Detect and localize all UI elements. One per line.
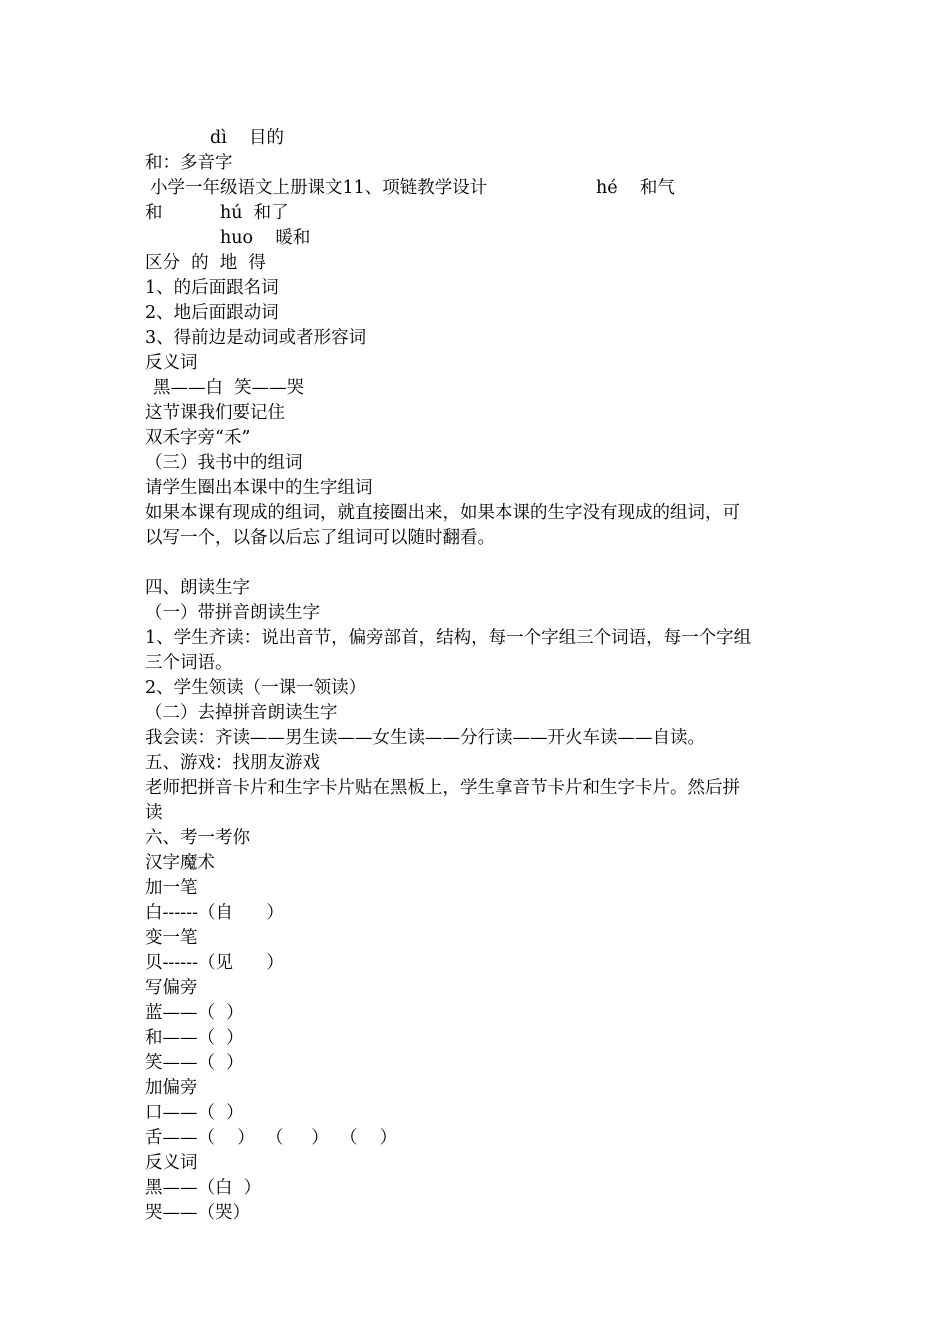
section-six-heading: 六、考一考你 bbox=[145, 828, 250, 848]
radical-exercise-2: 和——（ ） bbox=[145, 1028, 244, 1048]
he-character: 和 bbox=[145, 203, 163, 223]
antonym-exercise-1: 黑——（白 ） bbox=[145, 1178, 262, 1198]
rule-1: 1、的后面跟名词 bbox=[145, 278, 279, 298]
pinyin-hu-line: hú 和了 bbox=[220, 203, 289, 223]
polyphone-heading: 和：多音字 bbox=[145, 153, 233, 173]
pinyin-di-line: dì 目的 bbox=[210, 128, 285, 148]
remember-line: 这节课我们要记住 bbox=[145, 403, 285, 423]
add-radical-heading: 加偏旁 bbox=[145, 1078, 198, 1098]
change-stroke-heading: 变一笔 bbox=[145, 928, 198, 948]
rule-2: 2、地后面跟动词 bbox=[145, 303, 279, 323]
paragraph-line-2: 以写一个，以备以后忘了组词可以随时翻看。 bbox=[145, 528, 495, 548]
paragraph-line-1: 如果本课有现成的组词，就直接圈出来，如果本课的生字没有现成的组词，可 bbox=[145, 503, 740, 523]
game-line-1: 老师把拼音卡片和生字卡片贴在黑板上，学生拿音节卡片和生字卡片。然后拼 bbox=[145, 778, 740, 798]
character-magic-heading: 汉字魔术 bbox=[145, 853, 215, 873]
de-distinction-heading: 区分 的 地 得 bbox=[145, 253, 266, 273]
antonym-exercise-heading: 反义词 bbox=[145, 1153, 198, 1173]
reading-order-line: 我会读：齐读——男生读——女生读——分行读——开火车读——自读。 bbox=[145, 728, 705, 748]
change-stroke-exercise: 贝------（见 ） bbox=[145, 953, 284, 973]
radical-exercise-1: 蓝——（ ） bbox=[145, 1003, 244, 1023]
radical-line: 双禾字旁“禾” bbox=[145, 428, 251, 448]
pinyin-he-line: hé 和气 bbox=[596, 178, 675, 198]
step-2-line: 2、学生领读（一课一领读） bbox=[145, 678, 367, 698]
circle-words-line: 请学生圈出本课中的生字组词 bbox=[145, 478, 373, 498]
antonym-exercise-2: 哭——（哭） bbox=[145, 1203, 250, 1223]
write-radical-heading: 写偏旁 bbox=[145, 978, 198, 998]
step-1-line-1: 1、学生齐读：说出音节，偏旁部首，结构，每一个字组三个词语，每一个字组 bbox=[145, 628, 752, 648]
radical-exercise-3: 笑——（ ） bbox=[145, 1053, 244, 1073]
subsection-1-heading: （一）带拼音朗读生字 bbox=[145, 603, 320, 623]
pinyin-huo-line: huo 暖和 bbox=[220, 228, 311, 248]
section-four-heading: 四、朗读生字 bbox=[145, 578, 250, 598]
step-1-line-2: 三个词语。 bbox=[145, 653, 233, 673]
add-radical-exercise-1: 口——（ ） bbox=[145, 1103, 244, 1123]
add-radical-exercise-2: 舌——（ ） （ ） （ ） bbox=[145, 1128, 398, 1148]
subsection-2-heading: （二）去掉拼音朗读生字 bbox=[145, 703, 338, 723]
add-stroke-exercise: 白------（自 ） bbox=[145, 903, 284, 923]
game-line-2: 读 bbox=[145, 803, 163, 823]
section-3-heading: （三）我书中的组词 bbox=[145, 453, 303, 473]
antonym-pairs: 黑——白 笑——哭 bbox=[153, 378, 305, 398]
antonym-heading: 反义词 bbox=[145, 353, 198, 373]
rule-3: 3、得前边是动词或者形容词 bbox=[145, 328, 367, 348]
document-title: 小学一年级语文上册课文11、项链教学设计 bbox=[150, 178, 488, 198]
section-five-heading: 五、游戏：找朋友游戏 bbox=[145, 753, 320, 773]
add-stroke-heading: 加一笔 bbox=[145, 878, 198, 898]
